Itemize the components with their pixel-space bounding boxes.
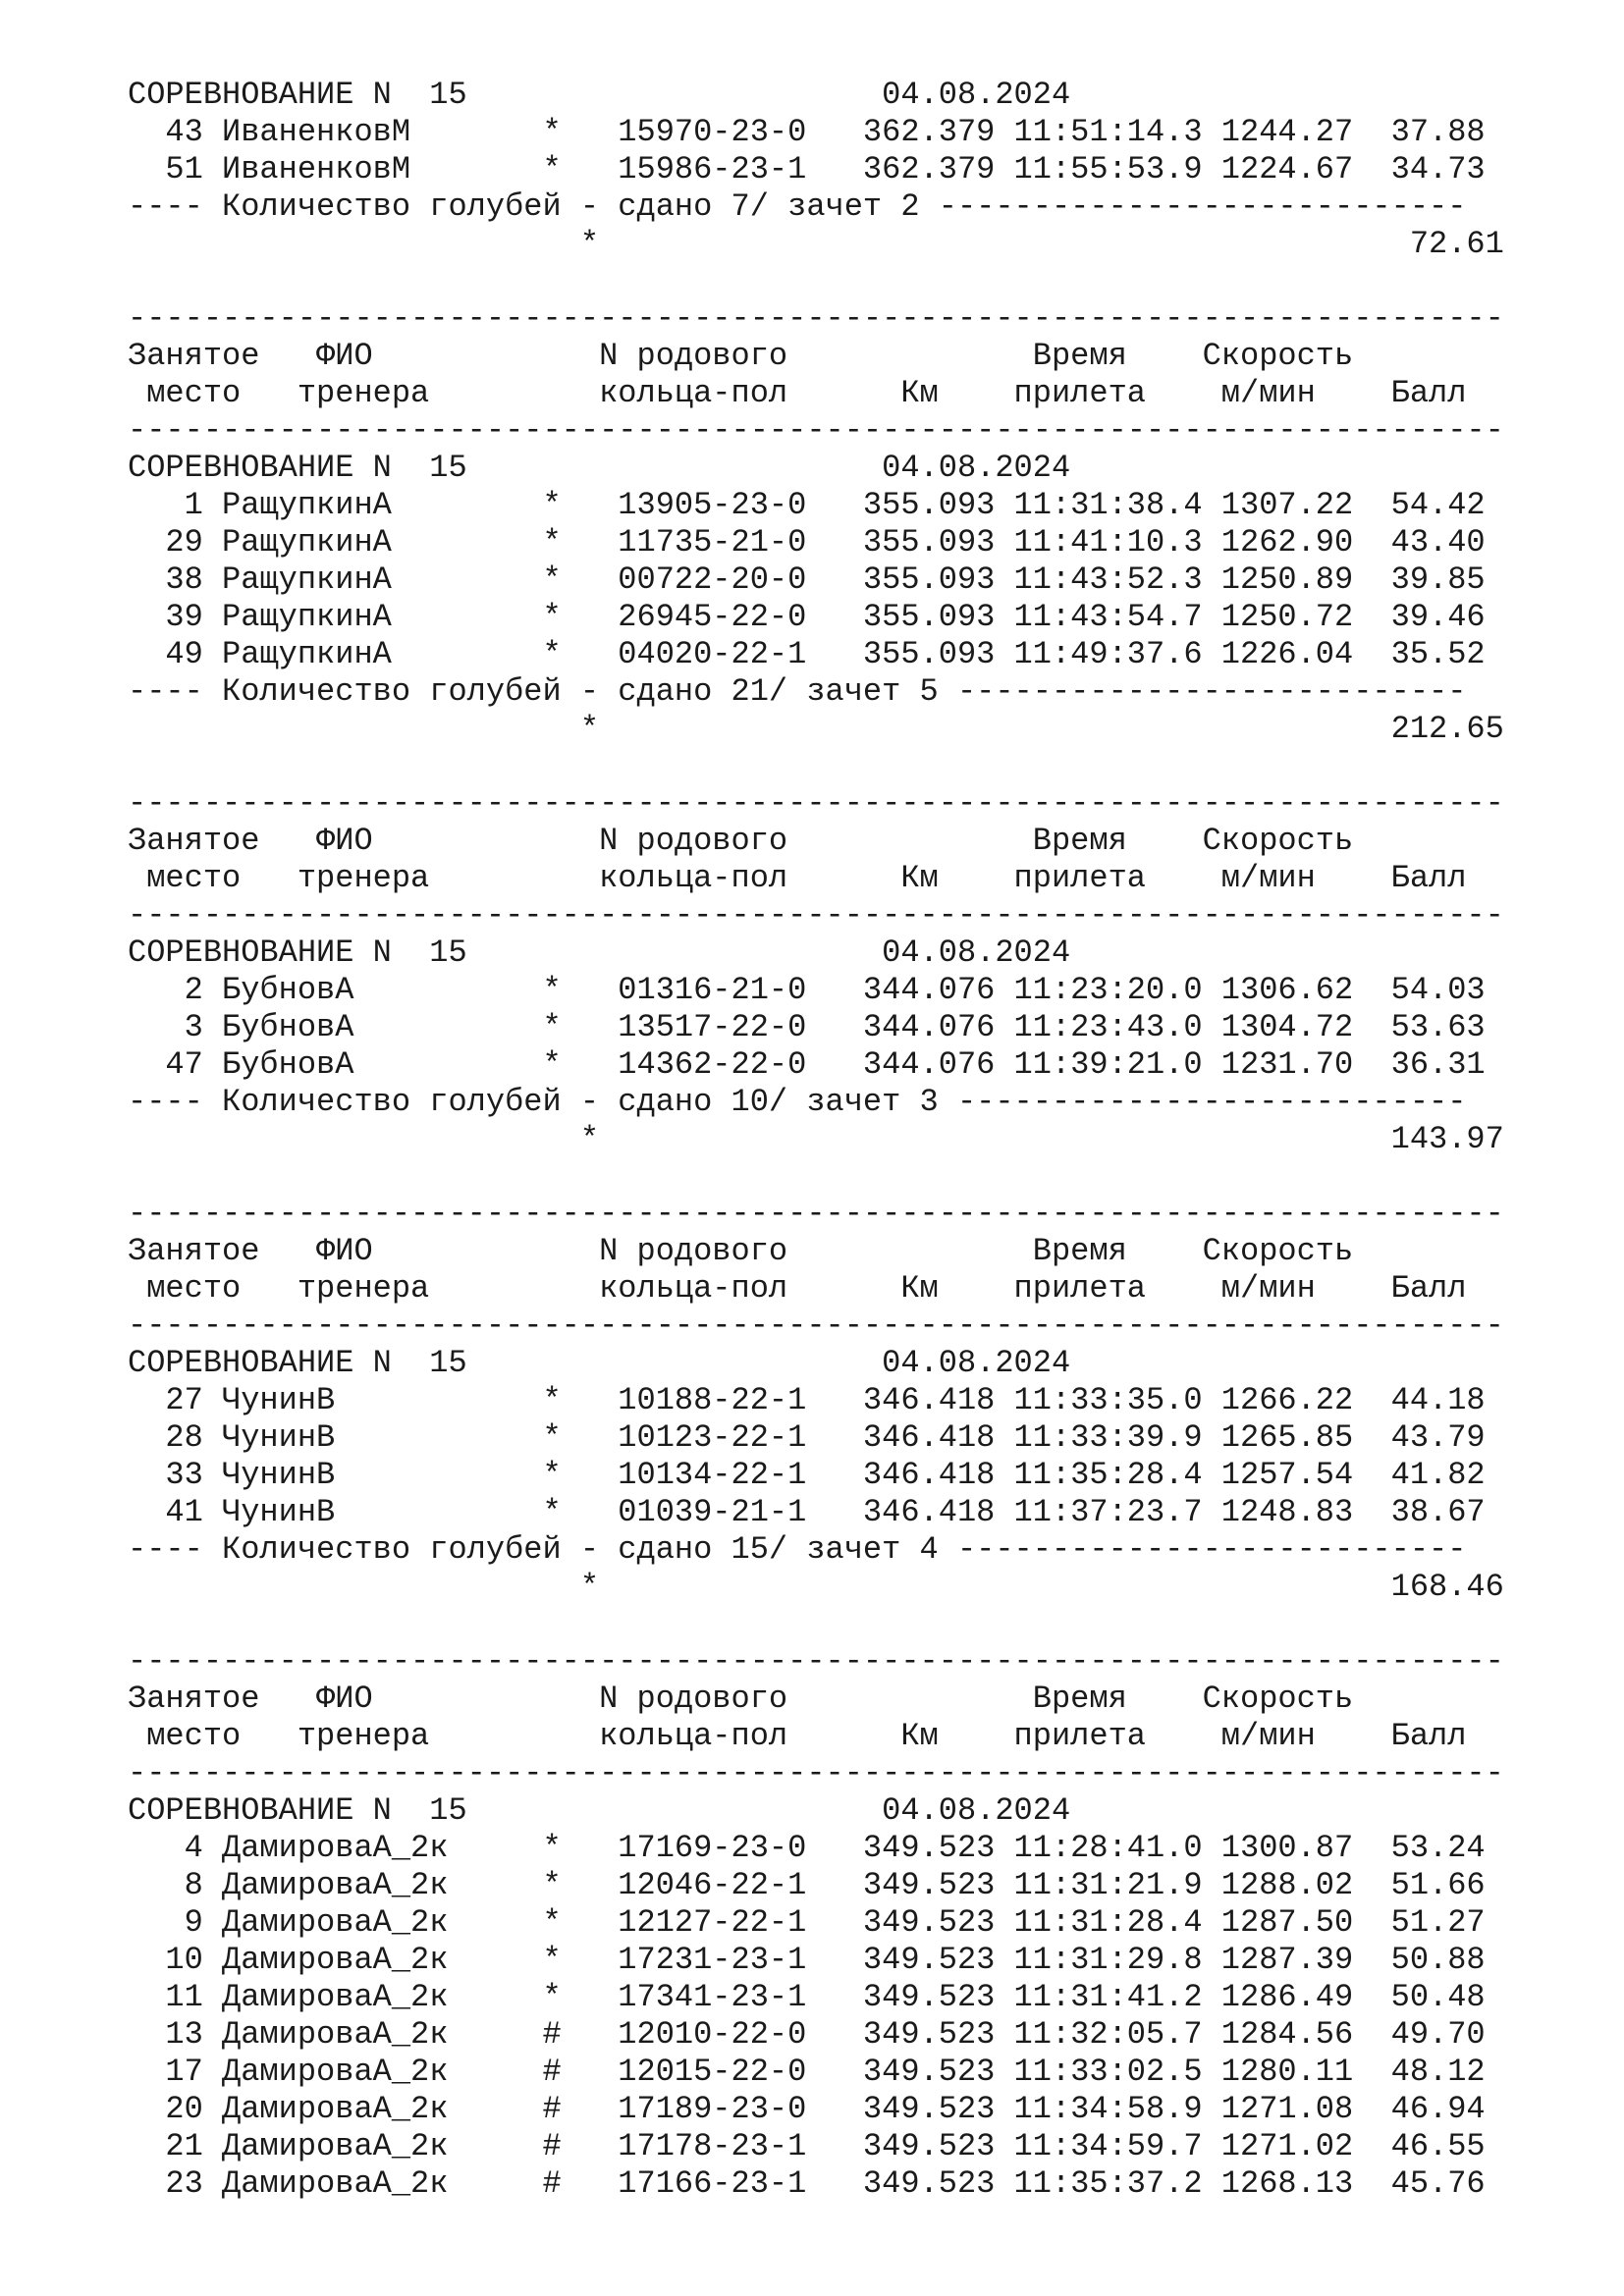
result-row: 47 БубновА * 14362-22-0 344.076 11:39:21.0 1231.70 36.31 [128,1046,1486,1083]
blank-line [128,263,1561,300]
results-document [128,77,1561,2203]
competition-line: СОРЕВНОВАНИЕ N 15 04.08.2024 [128,934,1071,971]
result-row: 29 РащупкинА * 11735-21-0 355.093 11:41:10.3 1262.90 43.40 [128,524,1486,561]
competition-line: СОРЕВНОВАНИЕ N 15 04.08.2024 [128,1345,1071,1381]
result-row: 38 РащупкинА * 00722-20-0 355.093 11:43:52.3 1250.89 39.85 [128,561,1486,598]
total-line: * 143.97 [128,1121,1504,1157]
blank-line [128,1606,1561,1643]
result-row: 51 ИваненковМ * 15986-23-1 362.379 11:55:53.9 1224.67 34.73 [128,151,1486,187]
result-row: 49 РащупкинА * 04020-22-1 355.093 11:49:37.6 1226.04 35.52 [128,636,1486,672]
separator-line: ------------------------------------------------------------------------- [128,300,1504,337]
column-header-line: место тренера кольца-пол Км прилета м/мин Балл [128,1718,1467,1754]
separator-line: ------------------------------------------------------------------------- [128,1196,1504,1232]
separator-line: ------------------------------------------------------------------------- [128,412,1504,449]
separator-line: ------------------------------------------------------------------------- [128,1755,1504,1791]
result-row: 28 ЧунинВ * 10123-22-1 346.418 11:33:39.9 1265.85 43.79 [128,1419,1486,1456]
separator-line: ------------------------------------------------------------------------- [128,785,1504,822]
result-row: 2 БубновА * 01316-21-0 344.076 11:23:20.0 1306.62 54.03 [128,972,1486,1008]
result-row: 20 ДамироваА_2к # 17189-23-0 349.523 11:34:58.9 1271.08 46.94 [128,2091,1486,2127]
separator-line: ------------------------------------------------------------------------- [128,1308,1504,1344]
result-row: 33 ЧунинВ * 10134-22-1 346.418 11:35:28.4 1257.54 41.82 [128,1457,1486,1493]
blank-line [128,748,1561,785]
result-row: 23 ДамироваА_2к # 17166-23-1 349.523 11:35:37.2 1268.13 45.76 [128,2165,1486,2202]
result-row: 21 ДамироваА_2к # 17178-23-1 349.523 11:34:59.7 1271.02 46.55 [128,2128,1486,2164]
result-row: 13 ДамироваА_2к # 12010-22-0 349.523 11:32:05.7 1284.56 49.70 [128,2016,1486,2053]
result-row: 8 ДамироваА_2к * 12046-22-1 349.523 11:31:21.9 1288.02 51.66 [128,1867,1486,1903]
competition-line: СОРЕВНОВАНИЕ N 15 04.08.2024 [128,450,1071,486]
column-header-line: место тренера кольца-пол Км прилета м/мин Балл [128,860,1467,896]
result-row: 27 ЧунинВ * 10188-22-1 346.418 11:33:35.0 1266.22 44.18 [128,1382,1486,1418]
result-row: 43 ИваненковМ * 15970-23-0 362.379 11:51:14.3 1244.27 37.88 [128,114,1486,150]
column-header-line: Занятое ФИО N родового Время Скорость [128,1681,1354,1717]
separator-line: ------------------------------------------------------------------------- [128,1643,1504,1680]
result-row: 9 ДамироваА_2к * 12127-22-1 349.523 11:31:28.4 1287.50 51.27 [128,1904,1486,1941]
column-header-line: место тренера кольца-пол Км прилета м/мин Балл [128,1270,1467,1307]
result-row: 1 РащупкинА * 13905-23-0 355.093 11:31:38.4 1307.22 54.42 [128,487,1486,523]
column-header-line: Занятое ФИО N родового Время Скорость [128,1233,1354,1269]
total-line: * 212.65 [128,711,1504,747]
summary-line: ---- Количество голубей - сдано 15/ зачет 4 --------------------------- [128,1531,1467,1568]
result-row: 17 ДамироваА_2к # 12015-22-0 349.523 11:33:02.5 1280.11 48.12 [128,2054,1486,2090]
competition-line: СОРЕВНОВАНИЕ N 15 04.08.2024 [128,1792,1071,1829]
result-row: 41 ЧунинВ * 01039-21-1 346.418 11:37:23.7 1248.83 38.67 [128,1494,1486,1530]
blank-line [128,1158,1561,1196]
result-row: 10 ДамироваА_2к * 17231-23-1 349.523 11:31:29.8 1287.39 50.88 [128,1942,1486,1978]
summary-line: ---- Количество голубей - сдано 7/ зачет 2 ---------------------------- [128,188,1467,225]
total-line: * 168.46 [128,1569,1504,1605]
column-header-line: место тренера кольца-пол Км прилета м/мин Балл [128,375,1467,411]
column-header-line: Занятое ФИО N родового Время Скорость [128,823,1354,859]
total-line: * 72.61 [128,226,1504,262]
column-header-line: Занятое ФИО N родового Время Скорость [128,338,1354,374]
result-row: 39 РащупкинА * 26945-22-0 355.093 11:43:54.7 1250.72 39.46 [128,599,1486,635]
result-row: 4 ДамироваА_2к * 17169-23-0 349.523 11:28:41.0 1300.87 53.24 [128,1830,1486,1866]
summary-line: ---- Количество голубей - сдано 21/ зачет 5 --------------------------- [128,673,1467,710]
separator-line: ------------------------------------------------------------------------- [128,897,1504,934]
result-row: 11 ДамироваА_2к * 17341-23-1 349.523 11:31:41.2 1286.49 50.48 [128,1979,1486,2015]
competition-line: СОРЕВНОВАНИЕ N 15 04.08.2024 [128,77,1071,113]
summary-line: ---- Количество голубей - сдано 10/ зачет 3 --------------------------- [128,1084,1467,1120]
result-row: 3 БубновА * 13517-22-0 344.076 11:23:43.0 1304.72 53.63 [128,1009,1486,1045]
